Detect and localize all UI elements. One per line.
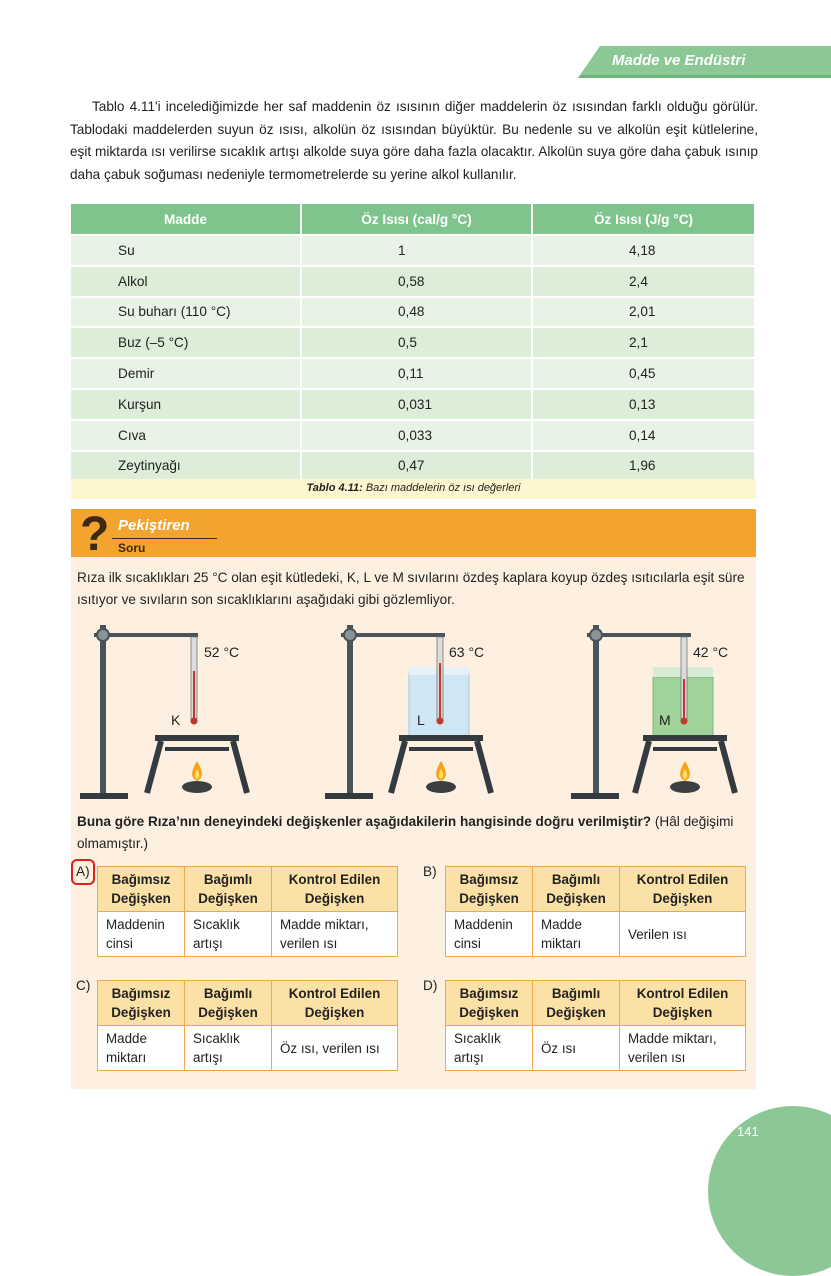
table-header-cell: Öz Isısı (J/g °C) [532, 204, 755, 235]
table-caption-label: Tablo 4.11: [306, 482, 363, 494]
stand-rod [100, 625, 106, 793]
thermometer-bulb [681, 718, 688, 725]
option-header-row [98, 867, 398, 912]
option-header-cell: Kontrol Edilen Değişken [272, 867, 398, 912]
option-cell: Madde miktarı [533, 912, 620, 957]
temp-label-m: 42 °C [693, 644, 729, 660]
option-a-label[interactable]: A) [76, 864, 90, 879]
option-header-cell: Kontrol Edilen Değişken [272, 981, 398, 1026]
liquid-label-l: L [417, 712, 425, 728]
burner [182, 781, 212, 793]
table-cell: Zeytinyağı [71, 451, 301, 481]
question-prompt-bold: Buna göre Rıza’nın deneyindeki değişkenler aşağıdakilerin hangisinde doğru verilmiştir? [77, 814, 652, 829]
table-caption-text: Bazı maddelerin öz ısı değerleri [365, 482, 521, 494]
option-cell: Verilen ısı [620, 912, 746, 957]
question-subtitle: Soru [118, 541, 146, 555]
tripod-top [399, 735, 483, 741]
stand-base [571, 793, 619, 799]
option-header-cell: Bağımsız Değişken [446, 981, 533, 1026]
stand-clamp [344, 629, 356, 641]
option-cell: Öz ısı [533, 1026, 620, 1071]
question-prompt [77, 811, 752, 855]
tripod-leg [721, 741, 735, 793]
option-cell: Sıcaklık artışı [185, 912, 272, 957]
experiment-illustration [71, 615, 756, 805]
stand-clamp [97, 629, 109, 641]
table-cell: 2,4 [532, 266, 755, 297]
table-cell: 0,033 [301, 420, 532, 451]
option-value-row [98, 1026, 398, 1071]
table-header-cell: Öz Isısı (cal/g °C) [301, 204, 532, 235]
table-row [71, 235, 755, 266]
option-cell: Sıcaklık artışı [185, 1026, 272, 1071]
table-cell: Demir [71, 358, 301, 389]
table-cell: 2,1 [532, 327, 755, 358]
tripod-leg [233, 741, 247, 793]
option-cell: Madde miktarı [98, 1026, 185, 1071]
temp-label-k: 52 °C [204, 644, 240, 660]
table-cell: Su buharı (110 °C) [71, 297, 301, 328]
table-cell: 0,48 [301, 297, 532, 328]
table-cell: 0,031 [301, 389, 532, 420]
option-header-cell: Bağımlı Değişken [185, 867, 272, 912]
question-prompt-note: (Hâl değişimi olmamıştır.) [77, 814, 734, 851]
liquid-label-m: M [659, 712, 671, 728]
liquid-label-k: K [171, 712, 181, 728]
table-row [71, 266, 755, 297]
table-cell: 0,45 [532, 358, 755, 389]
question-text: Rıza ilk sıcaklıkları 25 °C olan eşit kütledeki, K, L ve M sıvılarını özdeş kaplara koyup özdeş ısıtıcılarla eşit süre ısıtıyor ve sıvıların son sıcaklıklarını aşağıdaki gibi gözlemliyor. [77, 570, 745, 607]
table-cell: 0,58 [301, 266, 532, 297]
tripod-leg [635, 741, 649, 793]
question-title-divider [112, 538, 217, 539]
option-header-cell: Bağımlı Değişken [185, 981, 272, 1026]
table-cell: Su [71, 235, 301, 266]
option-header-cell: Bağımlı Değişken [533, 981, 620, 1026]
option-b-label[interactable]: B) [423, 864, 437, 879]
option-header-row [446, 981, 746, 1026]
option-cell: Maddenin cinsi [98, 912, 185, 957]
question-mark-icon: ? [80, 508, 110, 561]
option-c-table[interactable] [97, 980, 398, 1071]
option-cell: Madde miktarı, verilen ısı [620, 1026, 746, 1071]
burner [670, 781, 700, 793]
specific-heat-table [71, 204, 756, 480]
burner [426, 781, 456, 793]
table-caption [71, 482, 756, 494]
question-title: Pekiştiren [118, 517, 190, 534]
tripod-leg [477, 741, 491, 793]
temp-label-l: 63 °C [449, 644, 485, 660]
option-header-cell: Bağımsız Değişken [98, 981, 185, 1026]
table-header-cell: Madde [71, 204, 301, 235]
stand-base [325, 793, 373, 799]
thermometer-bulb [191, 718, 198, 725]
option-value-row [446, 912, 746, 957]
thermometer-bulb [437, 718, 444, 725]
option-value-row [98, 912, 398, 957]
table-cell: Kurşun [71, 389, 301, 420]
table-row [71, 451, 755, 481]
table-cell: Cıva [71, 420, 301, 451]
tripod-top [155, 735, 239, 741]
option-header-row [98, 981, 398, 1026]
stand-base [80, 793, 128, 799]
table-cell: 1,96 [532, 451, 755, 481]
tripod-top [643, 735, 727, 741]
table-cell: 0,11 [301, 358, 532, 389]
option-header-cell: Bağımsız Değişken [446, 867, 533, 912]
page-number-circle [708, 1106, 831, 1276]
option-header-cell: Kontrol Edilen Değişken [620, 867, 746, 912]
table-row [71, 358, 755, 389]
table-cell: 4,18 [532, 235, 755, 266]
thermometer-column [193, 671, 195, 721]
table-cell: 1 [301, 235, 532, 266]
stand-rod [347, 625, 353, 793]
option-cell: Madde miktarı, verilen ısı [272, 912, 398, 957]
table-row [71, 297, 755, 328]
stand-rod [593, 625, 599, 793]
stand-clamp [590, 629, 602, 641]
table-row [71, 420, 755, 451]
option-header-cell: Bağımlı Değişken [533, 867, 620, 912]
table-cell: 0,5 [301, 327, 532, 358]
table-cell: 0,13 [532, 389, 755, 420]
option-cell: Sıcaklık artışı [446, 1026, 533, 1071]
chapter-title: Madde ve Endüstri [612, 52, 746, 69]
option-header-cell: Bağımsız Değişken [98, 867, 185, 912]
tripod-leg [147, 741, 161, 793]
option-d-table[interactable] [445, 980, 746, 1071]
thermometer-column [439, 663, 441, 721]
table-cell: 0,47 [301, 451, 532, 481]
option-cell: Öz ısı, verilen ısı [272, 1026, 398, 1071]
option-value-row [446, 1026, 746, 1071]
option-b-table[interactable] [445, 866, 746, 957]
table-cell: Alkol [71, 266, 301, 297]
table-header-row [71, 204, 755, 235]
option-c-label[interactable]: C) [76, 978, 91, 993]
thermometer-column [683, 679, 685, 721]
table-row [71, 327, 755, 358]
option-header-cell: Kontrol Edilen Değişken [620, 981, 746, 1026]
intro-paragraph: Tablo 4.11'i incelediğimizde her saf maddenin öz ısısının diğer maddelerin öz ısısından farklı olduğu görülür. Tablodaki maddelerden suyun öz ısısı, alkolün öz ısısından büyüktür. Bu nedenle su ve alkolün eşit kütlelerine, eşit miktarda ısı verilirse sıcaklık artışı alkolde suya göre daha fazla olacaktır. Alkolün suya göre daha çabuk ısınıp daha çabuk soğuması nedeniyle termometrelerde su yerine alkol kullanılır. [70, 99, 758, 182]
option-header-row [446, 867, 746, 912]
table-cell: 2,01 [532, 297, 755, 328]
option-cell: Maddenin cinsi [446, 912, 533, 957]
page-number: 141 [737, 1124, 759, 1139]
table-cell: 0,14 [532, 420, 755, 451]
option-a-table[interactable] [97, 866, 398, 957]
tripod-leg [391, 741, 405, 793]
option-d-label[interactable]: D) [423, 978, 438, 993]
table-row [71, 389, 755, 420]
table-cell: Buz (–5 °C) [71, 327, 301, 358]
